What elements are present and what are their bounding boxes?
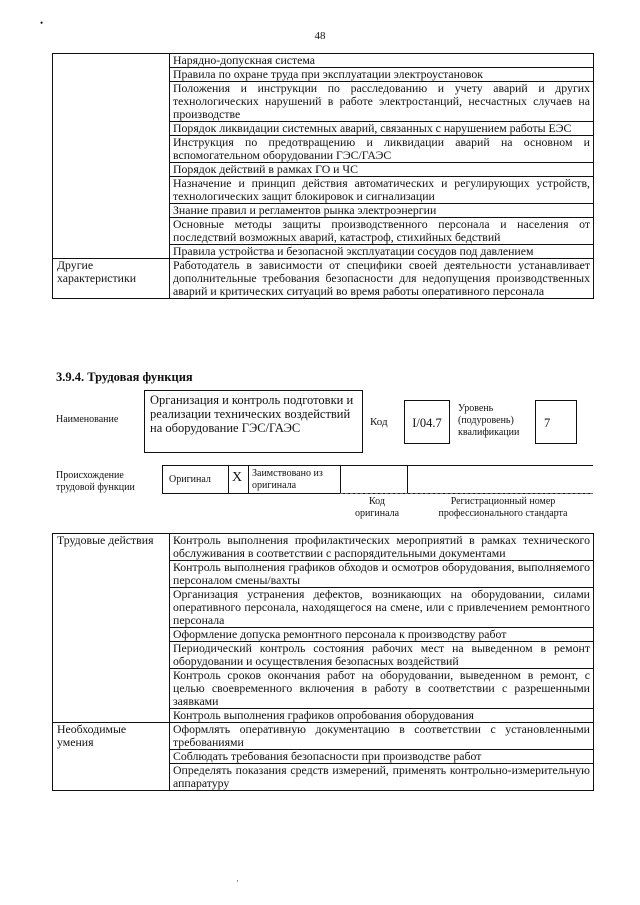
cell-divider [407,465,408,494]
code-box [404,400,450,444]
name-box [144,390,363,453]
row-text: Контроль сроков окончания работ на оборудовании, выведенном в ремонт, с целью своевременного включения в работу в соответствии с разрешенными заявками [170,669,594,709]
level-label: Уровень (подуровень) квалификации [458,403,520,438]
row-label: Другие характеристики [53,259,170,299]
cell-divider [248,465,249,494]
row-text: Порядок ликвидации системных аварий, связанных с нарушением работы ЕЭС [170,122,594,136]
row-text: Положения и инструкции по расследованию и учету аварий и других технологических нарушений в работе электростанций, несчастных случаев на производстве [170,82,594,122]
row-label: Необходимые умения [53,723,170,791]
row-text: Оформлять оперативную документацию в соответствии с установленными требованиями [170,723,594,750]
reg-number-caption: Регистрационный номер профессионального стандарта [438,496,568,519]
row-text: Организация устранения дефектов, возникающих на оборудовании, силами оперативного персонала, находящегося на смене, или с привлечением ремонтного персонала [170,588,594,628]
cell-divider [228,465,229,494]
row-text: Контроль выполнения профилактических мероприятий в рамках технического обслуживания в соответствии с распорядительными документами [170,534,594,561]
code-value: I/04.7 [412,416,442,430]
row-text: Нарядно-допускная система [170,54,594,68]
origin-box [162,465,593,494]
table-row [53,534,594,561]
row-text: Основные методы защиты производственного персонала и населения от последствий возможных аварий, катастроф, стихийных бедствий [170,218,594,245]
code-label: Код [370,416,388,428]
row-text: Правила устройства и безопасной эксплуатации сосудов под давлением [170,245,594,259]
row-text: Назначение и принцип действия автоматических и регулирующих устройств, технологических защит блокировок и сигнализации [170,177,594,204]
row-text: Контроль выполнения графиков опробования оборудования [170,709,594,723]
row-text: Правила по охране труда при эксплуатации электроустановок [170,68,594,82]
actions-table [52,533,594,791]
section-title: 3.9.4. Трудовая функция [56,370,193,384]
function-name: Организация и контроль подготовки и реализации технических воздействий на оборудование ГЭС/ГАЭС [150,393,354,435]
row-text: Определять показания средств измерений, применять контрольно-измерительную аппаратуру [170,764,594,791]
origin-label: Происхождение трудовой функции [56,470,135,493]
cell-divider [340,465,341,494]
borrowed-label: Заимствовано из оригинала [252,468,323,491]
original-mark: X [232,470,243,485]
code-original-caption: Код оригинала [354,496,400,519]
scan-mark: • [40,18,44,28]
row-text: Инструкция по предотвращению и ликвидации аварий на основном и вспомогательном оборудовании ГЭС/ГАЭС [170,136,594,163]
row-label: Трудовые действия [53,534,170,723]
table-row [53,723,594,750]
row-text: Работодатель в зависимости от специфики своей деятельности устанавливает дополнительные требования безопасности для недопущения производственных аварий и критических ситуаций во время работы оперативного персонала [170,259,594,299]
original-label: Оригинал [169,474,211,485]
row-text: Периодический контроль состояния рабочих мест на выведенном в ремонт оборудовании и осуществления безопасных воздействий [170,642,594,669]
page-number: 48 [314,30,326,42]
row-text: Порядок действий в рамках ГО и ЧС [170,163,594,177]
row-label [53,54,170,259]
table-row [53,259,594,299]
row-text: Контроль выполнения графиков обходов и осмотров оборудования, выполняемого персоналом смены/вахты [170,561,594,588]
name-label: Наименование [56,414,119,425]
row-text: Знание правил и регламентов рынка электроэнергии [170,204,594,218]
row-text: Оформление допуска ремонтного персонала к производству работ [170,628,594,642]
row-text: Соблюдать требования безопасности при производстве работ [170,750,594,764]
scan-mark: · [236,876,239,886]
level-value: 7 [544,416,551,430]
table-row [53,54,594,68]
knowledge-table [52,53,594,299]
dashed-line [340,493,593,494]
level-box [535,400,577,444]
